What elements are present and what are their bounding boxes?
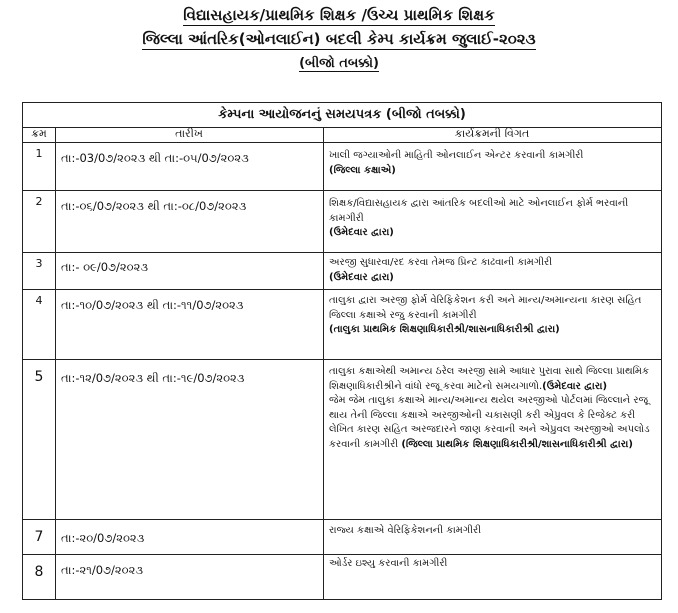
row-number: 7: [34, 529, 44, 545]
row-date: તા:-૧૦/0૭/૨૦૨૩ થી તા:-૧૧/0૭/૨૦૨૩: [61, 298, 244, 312]
row-number: 4: [35, 294, 43, 307]
row-date: તા:-03/0૭/૨૦૨૩ થી તા:-૦૫/0૭/૨૦૨૩: [61, 151, 249, 165]
table-title: કેમ્પના આયોજનનું સમયપત્રક (બીજો તબક્કો): [218, 107, 466, 122]
column-header-number: ક્રમ: [31, 127, 47, 140]
row-number: 3: [35, 257, 43, 270]
row-details: અરજી સુધારવા/રદ કરવા તેમજ પ્રિન્ટ કાઢવાની કામગીરી (ઉમેદવાર દ્વારા): [329, 257, 553, 283]
row-details: તાલુકા દ્વારા અરજી ફોર્મ વેરિફિકેશન કરી અને માન્ય/અમાન્યના કારણ સહિત જિલ્લા કક્ષાએ રજુ કરવાની કામગીરી (તાલુકા પ્રાથમિક શિક્ષણાધિકારીશ્રી/શાસનાધિકારીશ્રી દ્વારા): [329, 295, 642, 336]
column-header-date: તારીખ: [175, 127, 203, 140]
row-number: 1: [35, 147, 43, 160]
row-date: તા:-૨૧/0૭/૨૦૨૩: [61, 563, 143, 577]
heading-line-1: વિદ્યાસહાયક/પ્રાથમિક શિક્ષક /ઉચ્ચ પ્રાથમિક શિક્ષક: [183, 6, 495, 24]
row-date: તા:-૦૬/0૭/૨૦૨૩ થી તા:-૦૮/0૭/૨૦૨૩: [61, 199, 247, 213]
row-details: ઓર્ડર ઇશ્યુ કરવાની કામગીરી: [329, 558, 448, 569]
row-number: 2: [35, 195, 43, 208]
row-details: રાજ્ય કક્ષાએ વેરિફિકેશનની કામગીરી: [329, 525, 482, 536]
column-header-details: કાર્યક્રમની વિગત: [454, 127, 530, 140]
row-date: તા:-૨૦/0૭/૨૦૨૩: [61, 531, 145, 545]
row-date: તા:- ૦૯/0૭/૨૦૨૩: [61, 260, 148, 274]
heading-line-2: જિલ્લા આંતરિક(ઓનલાઈન) બદલી કેમ્પ કાર્યક્રમ જુલાઈ-૨૦૨૩: [142, 30, 536, 48]
row-date: તા:-૧૨/0૭/૨૦૨૩ થી તા:-૧૯/0૭/૨૦૨૩: [61, 371, 245, 385]
schedule-table: [22, 102, 662, 600]
heading-line-3: (બીજો તબક્કો): [299, 56, 379, 71]
row-details: તાલુકા કક્ષાએથી અમાન્ય ઠરેલ અરજી સામે આધાર પુરાવા સાથે જિલ્લા પ્રાથમિક શિક્ષણાધિકારીશ્રીને વાંધો રજૂ કરવા માટેનો સમયગાળો.(ઉમેદવાર દ્વારા) જેમ જેમ તાલુકા કક્ષાએ માન્ય/અમાન્ય થયેલ અરજીઓ પોર્ટલમાં જિલ્લાને રજૂ થાય તેની જિલ્લા કક્ષાએ અરજીઓની ચકાસણી કરી એપ્રુવલ કે રિજેક્ટ કરી લેખિત કારણ સહિત અરજદારને જાણ કરવાની અને એપ્રુવલ અરજીઓ અપલોડ કરવાની કામગીરી (જિલ્લા પ્રાથમિક શિક્ષણાધિકારીશ્રી/શાસનાધિકારીશ્રી દ્વારા): [329, 366, 650, 450]
row-number: 8: [34, 564, 44, 580]
row-details: શિક્ષક/વિદ્યાસહાયક દ્વારા આંતરિક બદલીઓ માટે ઓનલાઈન ફોર્મ ભરવાની કામગીરી (ઉમેદવાર દ્વારા): [329, 198, 629, 239]
row-details: ખાલી જગ્યાઓની માહિતી ઓનલાઈન એન્ટર કરવાની કામગીરી (જિલ્લા કક્ષાએ): [329, 150, 584, 176]
row-number: 5: [34, 369, 44, 385]
